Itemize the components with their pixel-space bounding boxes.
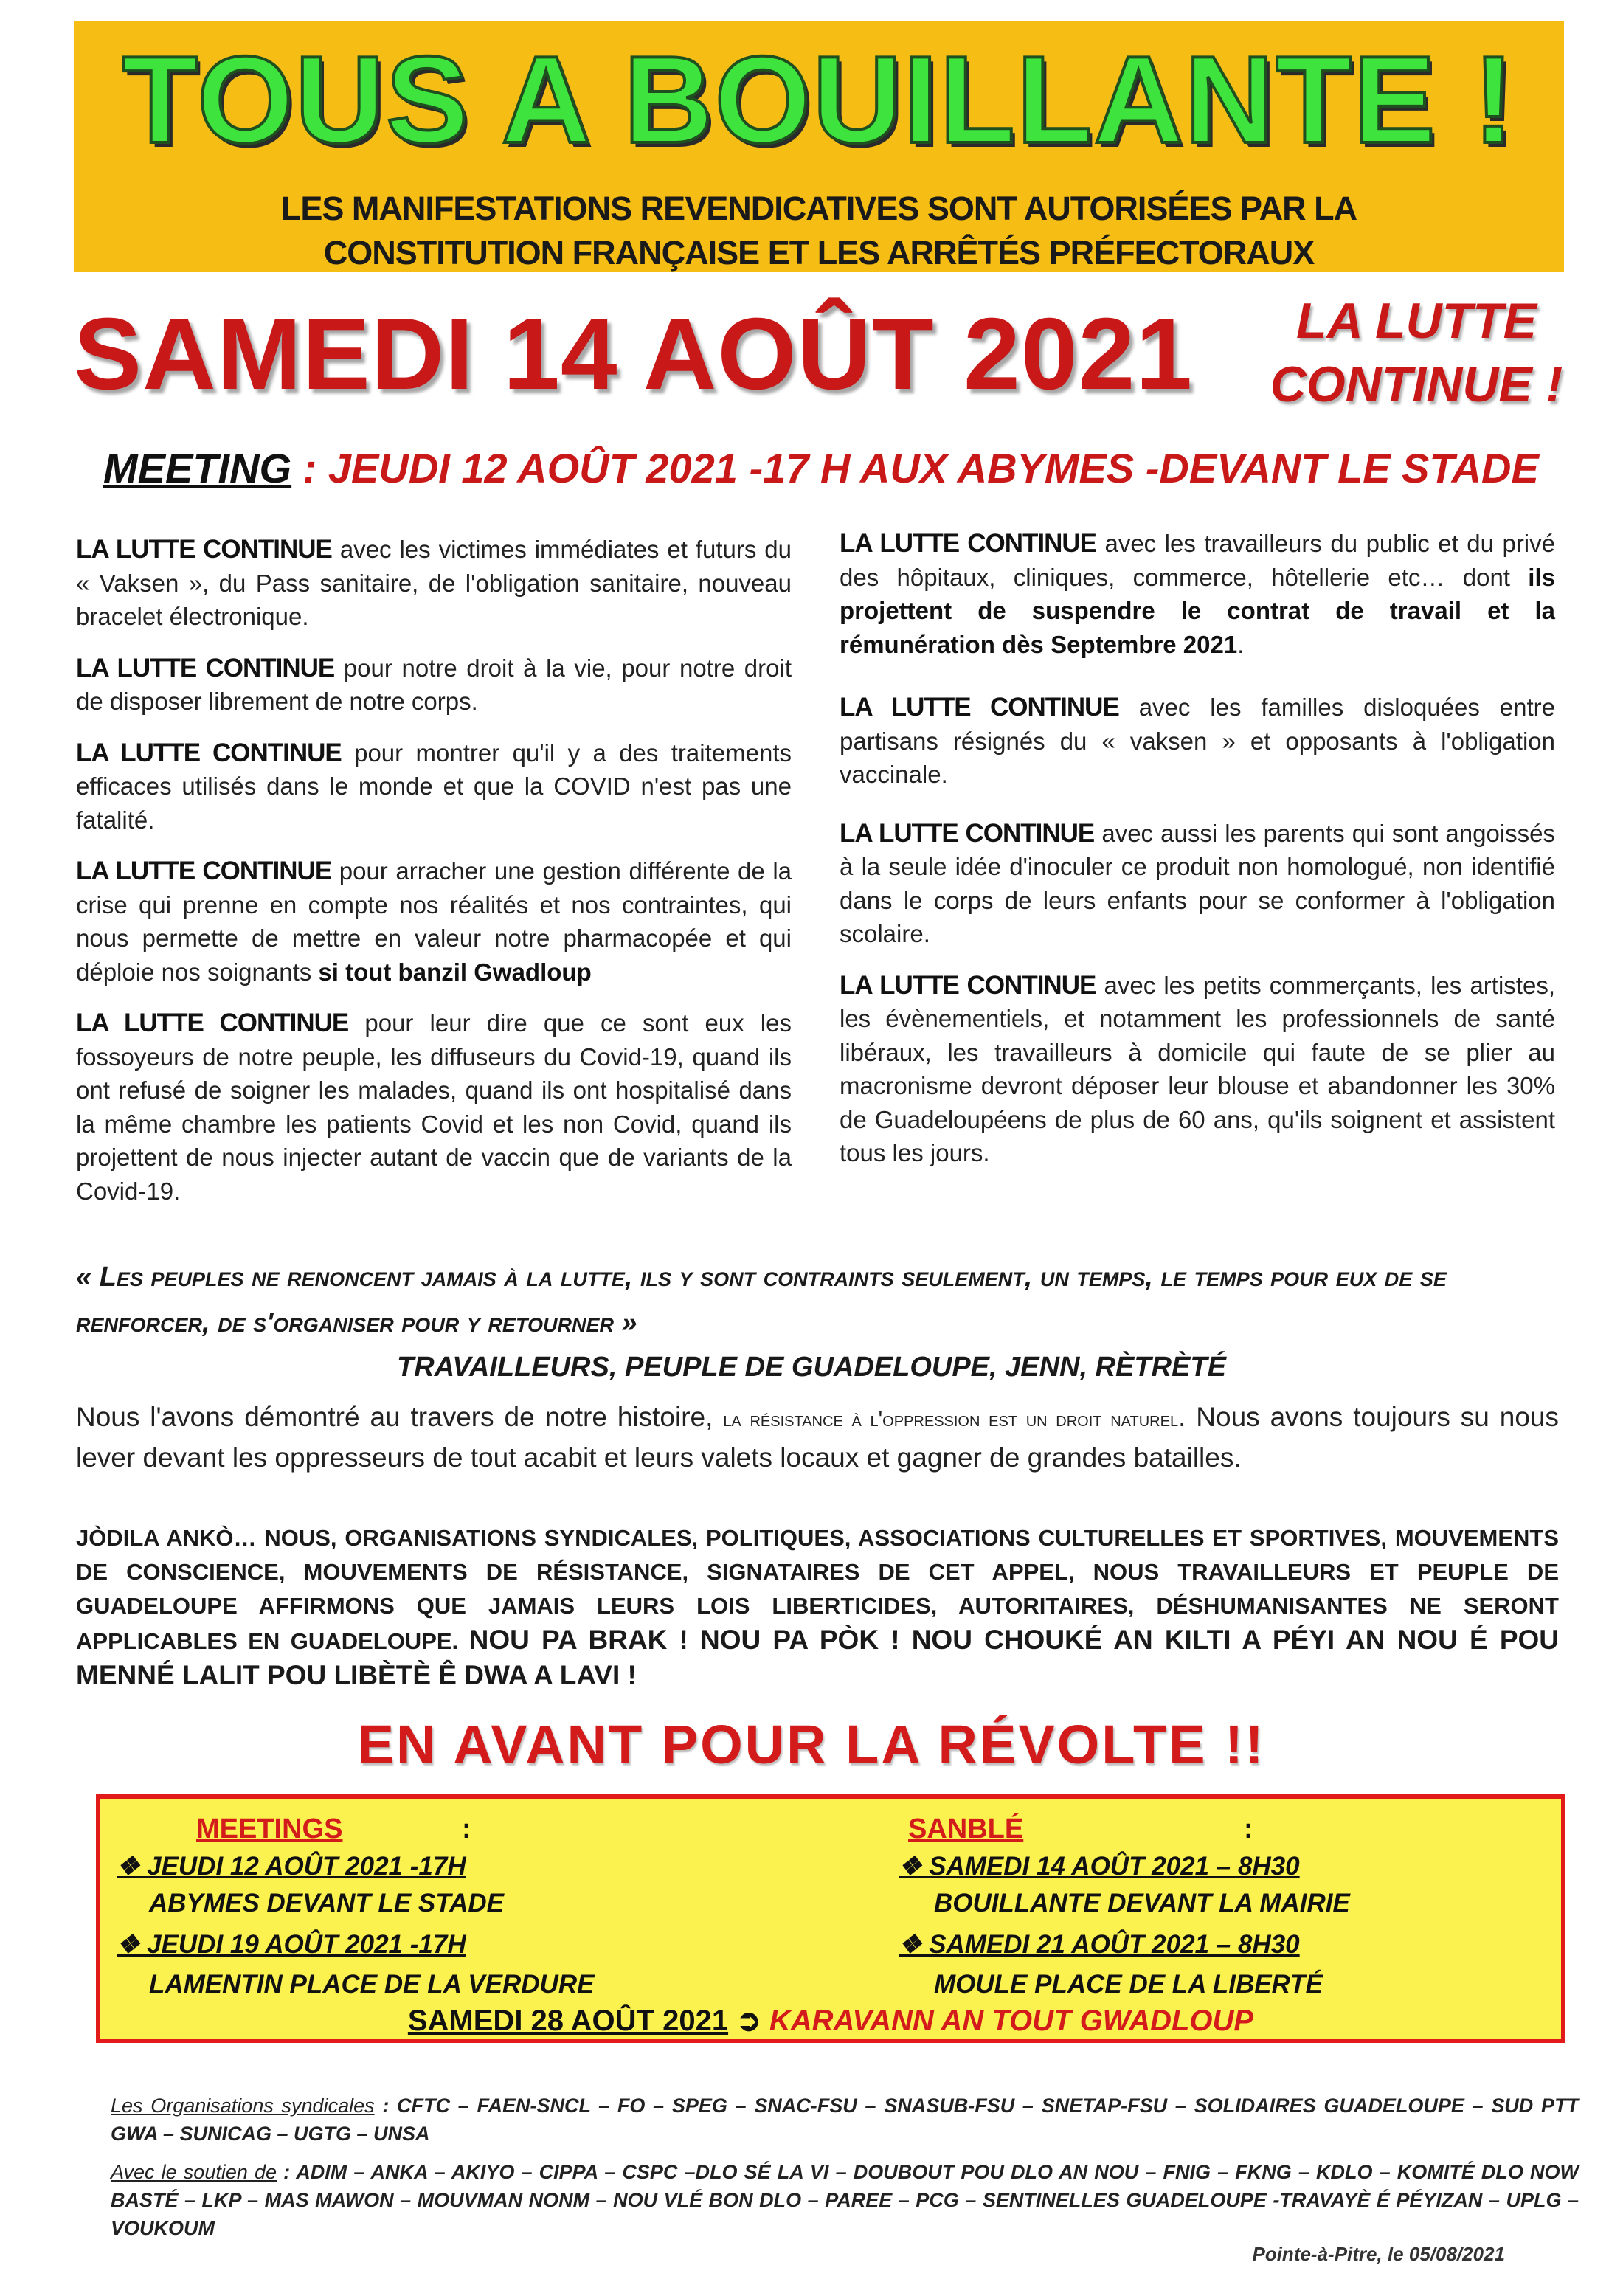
left-paragraph-3 <box>76 736 792 837</box>
paragraph-text: pour leur dire que ce sont eux les fossoyeurs de notre peuple, les diffuseurs du Covid-19, quand ils ont refusé de soigner les malades, quand ils ont hospitalisé dans la même chambre les patients Covid et les non Covid, quand ils projettent de nous injecter autant de vaccin que de variants de la Covid-19. <box>76 1009 792 1205</box>
left-paragraph-4 <box>76 854 792 989</box>
organisations-label: Les Organisations syndicales <box>111 2095 375 2117</box>
event-date: SAMEDI 14 AOÛT 2021 <box>74 297 1194 411</box>
header-banner <box>74 21 1564 272</box>
sanble-1-place: BOUILLANTE DEVANT LA MAIRIE <box>934 1889 1350 1918</box>
sanble-1-date: ❖ SAMEDI 14 AOÛT 2021 – 8H30 <box>899 1852 1300 1881</box>
slogan-line2: CONTINUE ! <box>1270 356 1563 412</box>
paragraph-text: pour notre droit à la vie, pour notre droit de disposer librement de notre corps. <box>76 654 792 715</box>
meetings-header: MEETINGS <box>196 1813 343 1844</box>
meeting-1-place: ABYMES DEVANT LE STADE <box>149 1889 504 1918</box>
support-label: Avec le soutien de <box>111 2161 277 2183</box>
support-list: : ADIM – ANKA – AKIYO – CIPPA – CSPC –DLO SÉ LA VI – DOUBOUT POU DLO AN NOU – FNIG – FKNG – KDLO – KOMITÉ DLO NOW BASTÉ – LKP – MAS MAWON – MOUVMAN NONM – NOU VLÉ BON DLO – PAREE – PCG – SENTINELLES GUADELOUPE -TRAVAYÈ É PÉYIZAN – UPLG – VOUKOUM <box>111 2161 1579 2239</box>
paragraph-key: LA LUTTE CONTINUE <box>76 857 332 885</box>
paragraph-key: LA LUTTE CONTINUE <box>76 1009 349 1037</box>
revolt-slogan: EN AVANT POUR LA RÉVOLTE !! <box>357 1714 1266 1775</box>
place-date: Pointe-à-Pitre, le 05/08/2021 <box>1252 2243 1505 2265</box>
left-paragraph-2 <box>76 651 792 719</box>
paragraph-text: avec les petits commerçants, les artistes, les évènementiels, et notamment les professionnels de santé libéraux, les travailleurs à domicile qui faute de se plier au macronisme devront déposer leur blouse et abandonner les 30% de Guadeloupéens de plus de 60 ans, qu'ils soignent et assistent tous les jours. <box>840 971 1555 1166</box>
meeting-text: : JEUDI 12 AOÛT 2021 -17 H AUX ABYMES -DEVANT LE STADE <box>291 445 1539 491</box>
paragraph-key: LA LUTTE CONTINUE <box>840 529 1096 558</box>
paragraph-emphasis: ils projettent de suspendre le contrat de travail et la rémunération dès Septembre 2021 <box>840 563 1555 658</box>
paragraph-start: Nous l'avons démontré au travers de notre histoire, <box>76 1402 724 1432</box>
meeting-2-date: ❖ JEUDI 19 AOÛT 2021 -17H <box>117 1930 466 1959</box>
meeting-2-place: LAMENTIN PLACE DE LA VERDURE <box>149 1970 595 1999</box>
paragraph-key: LA LUTTE CONTINUE <box>840 970 1096 1000</box>
banner-subtitle <box>74 187 1564 275</box>
banner-title: TOUS A BOUILLANTE ! <box>122 30 1516 169</box>
paragraph-text: avec les familles disloquées entre partisans résignés du « vaksen » et opposants à l'obligation vaccinale. <box>840 694 1556 788</box>
paragraph-key: LA LUTTE CONTINUE <box>76 535 332 564</box>
final-event-date: SAMEDI 28 AOÛT 2021 <box>407 2005 729 2037</box>
left-paragraph-5 <box>76 1006 792 1208</box>
slogan-line1: LA LUTTE <box>1295 293 1537 349</box>
meetings-header-colon: : <box>462 1813 471 1844</box>
history-paragraph <box>76 1398 1559 1477</box>
paragraph-text: avec aussi les parents qui sont angoissés à la seule idée d'inoculer ce produit non homologué, non identifié dans le corps de leurs enfants pour se conformer à l'obligation scolaire. <box>840 819 1556 947</box>
la-lutte-continue-slogan <box>1239 289 1593 416</box>
right-paragraph-3 <box>840 817 1555 951</box>
declaration-text: JÒDILA ANKÒ… NOUS, ORGANISATIONS SYNDICALES, POLITIQUES, ASSOCIATIONS CULTURELLES ET SPORTIVES, MOUVEMENTS DE CONSCIENCE, MOUVEMENTS DE RÉSISTANCE, SIGNATAIRES DE CET APPEL, NOUS TRAVAILLEURS ET PEUPLE DE GUADELOUPE AFFIRMONS QUE JAMAIS LEURS LOIS LIBERTICIDES, AUTORITAIRES, DÉSHUMANISANTES NE SERONT APPLICABLES EN GUADELOUPE. <box>76 1525 1559 1654</box>
meeting-1-date: ❖ JEUDI 12 AOÛT 2021 -17H <box>117 1852 466 1881</box>
declaration-paragraph <box>76 1521 1559 1694</box>
right-paragraph-1 <box>840 527 1555 661</box>
paragraph-text: avec les travailleurs du public et du privé des hôpitaux, cliniques, commerce, hôtellerie etc… dont <box>840 530 1555 591</box>
banner-subtitle-line1: LES MANIFESTATIONS REVENDICATIVES SONT AUTORISÉES PAR LA <box>280 190 1357 227</box>
sanble-header: SANBLÉ <box>908 1813 1024 1844</box>
events-box <box>96 1794 1565 2043</box>
paragraph-tail: . <box>1237 630 1245 658</box>
paragraph-emphasis: si tout banzil Gwadloup <box>318 958 592 986</box>
left-column <box>76 533 792 1225</box>
footer-organisations <box>111 2092 1579 2148</box>
right-paragraph-2 <box>840 691 1555 792</box>
organisations-list: : CFTC – FAEN-SNCL – FO – SPEG – SNAC-FSU – SNASUB-FSU – SNETAP-FSU – SOLIDAIRES GUADELOUPE – SUD PTT GWA – SUNICAG – UGTG – UNSA <box>111 2095 1579 2145</box>
final-event <box>126 2004 1535 2038</box>
paragraph-key: LA LUTTE CONTINUE <box>76 653 335 682</box>
final-event-text: KARAVANN AN TOUT GWADLOUP <box>769 2005 1254 2037</box>
paragraph-key: LA LUTTE CONTINUE <box>840 693 1119 722</box>
quote: « Les peuples ne renoncent jamais à la lutte, ils y sont contraints seulement, un temps, le temps pour eux de se renforcer, de s'organiser pour y retourner » <box>76 1262 1447 1338</box>
right-paragraph-4 <box>840 969 1555 1170</box>
meeting-announcement <box>103 443 1564 494</box>
sanble-header-colon: : <box>1244 1813 1253 1844</box>
arrow-icon: ➲ <box>736 2005 761 2037</box>
declaration-creole: NOU PA BRAK ! NOU PA PÒK ! NOU CHOUKÉ AN KILTI A PÉYI AN NOU É POU MENNÉ LALIT POU LIBÈTÈ Ê DWA A LAVI ! <box>76 1625 1560 1690</box>
paragraph-text: pour arracher une gestion différente de la crise qui prenne en compte nos réalités et nos contraintes, qui nous permette de mettre en valeur notre pharmacopée et qui déploie nos soignants <box>76 857 792 986</box>
sanble-2-place: MOULE PLACE DE LA LIBERTÉ <box>934 1970 1323 1999</box>
paragraph-text: avec les victimes immédiates et futurs du « Vaksen », du Pass sanitaire, de l'obligation sanitaire, nouveau bracelet électronique. <box>76 536 792 630</box>
paragraph-key: LA LUTTE CONTINUE <box>840 818 1095 848</box>
meeting-label: MEETING <box>103 445 292 491</box>
banner-subtitle-line2: CONSTITUTION FRANÇAISE ET LES ARRÊTÉS PRÉFECTORAUX <box>323 234 1315 272</box>
right-column <box>840 527 1555 1188</box>
sanble-2-date: ❖ SAMEDI 21 AOÛT 2021 – 8H30 <box>899 1930 1300 1959</box>
paragraph-text: pour montrer qu'il y a des traitements efficaces utilisés dans le monde et que la COVID n'est pas une fatalité. <box>76 739 792 834</box>
paragraph-end: . Nous avons toujours su nous lever devant les oppresseurs de tout acabit et leurs valets locaux et gagner de grandes batailles. <box>76 1402 1559 1473</box>
paragraph-smallcaps: la résistance à l'oppression est un droit naturel <box>723 1408 1179 1431</box>
left-paragraph-1 <box>76 533 792 634</box>
footer-support <box>111 2158 1579 2242</box>
workers-heading: TRAVAILLEURS, PEUPLE DE GUADELOUPE, JENN, RÈTRÈTÉ <box>397 1352 1226 1383</box>
paragraph-key: LA LUTTE CONTINUE <box>76 738 342 767</box>
